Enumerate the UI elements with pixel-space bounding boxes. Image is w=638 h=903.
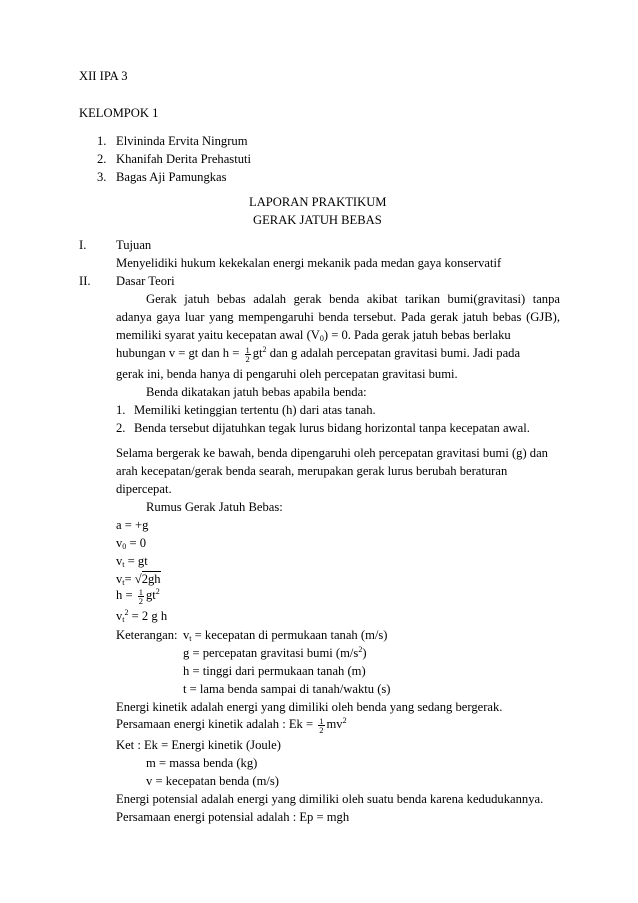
section-1-numeral: I. xyxy=(79,238,87,252)
f6-sub: t xyxy=(122,615,125,624)
group-name: KELOMPOK 1 xyxy=(79,106,159,120)
theory-p1-line3b: ) = 0. Pada gerak jatuh bebas berlaku xyxy=(323,328,511,342)
theory-p1-line1: Gerak jatuh bebas adalah gerak benda akibat tarikan bumi(gravitasi) tanpa xyxy=(146,292,560,306)
section-2-heading: Dasar Teori xyxy=(116,274,175,288)
condition-1: Memiliki ketinggian tertentu (h) dari atas tanah. xyxy=(134,403,376,417)
f3-sub: t xyxy=(122,560,125,569)
note-3: h = tinggi dari permukaan tanah (m) xyxy=(183,664,366,678)
fraction-denominator: 2 xyxy=(245,353,250,364)
f6-main: v xyxy=(116,609,123,623)
formula-height xyxy=(116,587,160,605)
fraction-denominator: 2 xyxy=(138,595,143,606)
theory-p1-line3a: memiliki syarat yaitu kecepatan awal (V xyxy=(116,328,320,342)
theory-p2-line1: Selama bergerak ke bawah, benda dipengaruhi oleh percepatan gravitasi bumi (g) dan xyxy=(116,446,548,460)
fraction-numerator: 1 xyxy=(245,344,250,355)
formula-title: Rumus Gerak Jatuh Bebas: xyxy=(146,500,283,514)
potential-energy-equation: Persamaan energi potensial adalah : Ep = mgh xyxy=(116,810,350,824)
conditions-intro: Benda dikatakan jatuh bebas apabila benda: xyxy=(146,385,367,399)
ket-2: m = massa benda (kg) xyxy=(146,756,258,770)
theory-p1-line4 xyxy=(116,345,520,363)
f4-sub: t xyxy=(122,578,125,587)
report-title-line2: GERAK JATUH BEBAS xyxy=(253,213,382,227)
member-3: Bagas Aji Pamungkas xyxy=(116,170,227,184)
fraction-numerator: 1 xyxy=(319,715,324,726)
formula-velocity-root xyxy=(116,571,161,587)
section-1-heading: Tujuan xyxy=(116,238,152,252)
kinetic-energy-equation xyxy=(116,716,347,734)
n2-a: g = percepatan gravitasi bumi (m/s xyxy=(183,646,359,660)
f4-main: v xyxy=(116,572,123,586)
n1-main: v xyxy=(183,628,190,642)
class-name: XII IPA 3 xyxy=(79,69,128,83)
condition-number-2: 2. xyxy=(116,421,126,435)
f4-root: 2gh xyxy=(141,572,161,586)
theory-p2-line3: dipercepat. xyxy=(116,482,172,496)
notes-label: Keterangan: xyxy=(116,628,178,642)
note-1 xyxy=(183,627,387,643)
f3-rest: = gt xyxy=(124,554,148,568)
note-4: t = lama benda sampai di tanah/waktu (s) xyxy=(183,682,391,696)
ket-3: v = kecepatan benda (m/s) xyxy=(146,774,279,788)
f4-eq: = √ xyxy=(124,572,142,586)
fraction-denominator: 2 xyxy=(319,724,324,735)
theory-p1-line3 xyxy=(116,327,511,343)
t-squared-sup: 2 xyxy=(262,345,267,354)
note-2 xyxy=(183,645,367,661)
half-fraction xyxy=(138,588,144,605)
n2-sup: 2 xyxy=(358,645,363,654)
ek-eq-b: mv xyxy=(326,717,343,731)
kinetic-energy-definition: Energi kinetik adalah energi yang dimiliki oleh benda yang sedang bergerak. xyxy=(116,700,503,714)
f3-main: v xyxy=(116,554,123,568)
theory-p1-line5: gerak ini, benda hanya di pengaruhi oleh percepatan gravitasi bumi. xyxy=(116,367,458,381)
member-number-1: 1. xyxy=(97,134,107,148)
theory-p2-line2: arah kecepatan/gerak benda searah, merupakan gerak lurus berubah beraturan xyxy=(116,464,508,478)
f2-sub: 0 xyxy=(122,542,127,551)
potential-energy-definition: Energi potensial adalah energi yang dimiliki oleh suatu benda karena kedudukannya. xyxy=(116,792,544,806)
f5-sup: 2 xyxy=(155,587,160,596)
section-2-numeral: II. xyxy=(79,274,91,288)
formula-velocity-squared xyxy=(116,608,167,624)
f2-rest: = 0 xyxy=(126,536,146,550)
formula-initial-velocity xyxy=(116,535,146,551)
report-title-line1: LAPORAN PRAKTIKUM xyxy=(249,195,387,209)
n2-b: ) xyxy=(362,646,367,660)
f5-b: gt xyxy=(145,588,156,602)
theory-p1-line4a: hubungan v = gt dan h = xyxy=(116,346,240,360)
half-fraction xyxy=(245,346,251,363)
v0-subscript: 0 xyxy=(319,334,324,343)
f5-a: h = xyxy=(116,588,133,602)
member-number-2: 2. xyxy=(97,152,107,166)
f6-rest: = 2 g h xyxy=(128,609,168,623)
ek-eq-sup: 2 xyxy=(342,716,347,725)
section-1-text: Menyelidiki hukum kekekalan energi mekanik pada medan gaya konservatif xyxy=(116,256,502,270)
f6-sup: 2 xyxy=(124,608,129,617)
theory-p1-line4c: dan g adalah percepatan gravitasi bumi. Jadi pada xyxy=(266,346,521,360)
f2-main: v xyxy=(116,536,123,550)
n1-sub: t xyxy=(189,634,192,643)
formula-velocity xyxy=(116,553,148,569)
condition-2: Benda tersebut dijatuhkan tegak lurus bidang horizontal tanpa kecepatan awal. xyxy=(134,421,530,435)
ket-1: Ket : Ek = Energi kinetik (Joule) xyxy=(116,738,281,752)
formula-acceleration: a = +g xyxy=(116,518,149,532)
theory-p1-line2: adanya gaya luar yang mempengaruhi benda tersebut. Pada gerak jatuh bebas (GJB), xyxy=(116,310,560,324)
n1-rest: = kecepatan di permukaan tanah (m/s) xyxy=(191,628,388,642)
member-number-3: 3. xyxy=(97,170,107,184)
member-1: Elvininda Ervita Ningrum xyxy=(116,134,248,148)
fraction-numerator: 1 xyxy=(138,586,143,597)
member-2: Khanifah Derita Prehastuti xyxy=(116,152,251,166)
half-fraction xyxy=(318,717,324,734)
theory-p1-line4b: gt xyxy=(252,346,263,360)
ek-eq-a: Persamaan energi kinetik adalah : Ek = xyxy=(116,717,314,731)
condition-number-1: 1. xyxy=(116,403,126,417)
